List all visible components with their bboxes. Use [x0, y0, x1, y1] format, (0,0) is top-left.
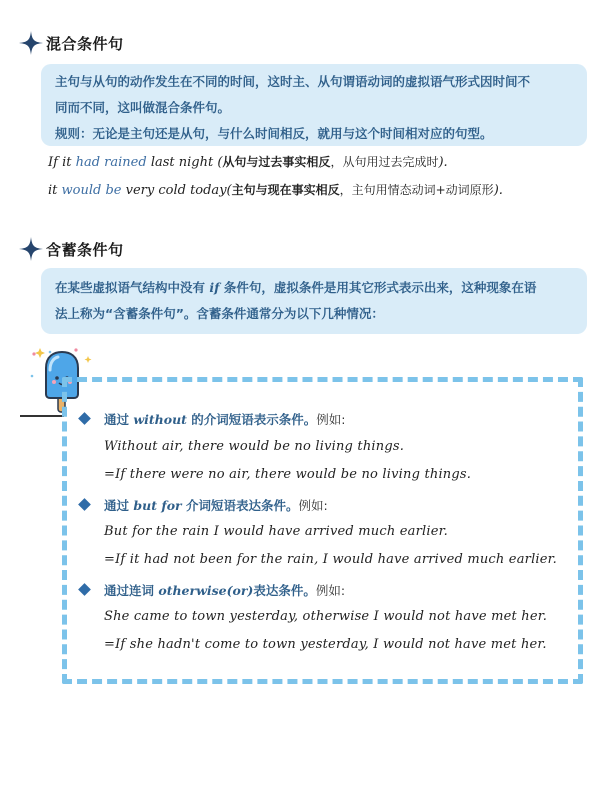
- section-heading-implicit: [18, 236, 124, 262]
- example-sentence: it would be very cold today(主句与现在事实相反，主句用情态动词+动词原形).: [48, 183, 503, 198]
- explanation-line: 法上称为“含蓄条件句”。含蓄条件通常分为以下几种情况：: [55, 306, 384, 321]
- rule-line: 规则：无论是主句还是从句，与什么时间相反，就用与这个时间相对应的句型。: [55, 126, 493, 141]
- rule-item: 通过连词 otherwise(or)表达条件。例如:: [104, 581, 345, 599]
- example-sentence: If it had rained last night (从句与过去事实相反，从句用过去完成时).: [48, 155, 448, 170]
- example-sentence: She came to town yesterday, otherwise I would not have met her.: [104, 609, 548, 624]
- example-sentence: =If she hadn't come to town yesterday, I would not have met her.: [104, 637, 547, 652]
- explanation-box: [41, 64, 587, 146]
- explanation-line: 同而不同，这叫做混合条件句。: [55, 100, 231, 115]
- divider-line: [20, 415, 64, 417]
- sparkle-star-icon: [18, 30, 44, 56]
- section-title: 混合条件句: [46, 34, 124, 53]
- example-sentence: But for the rain I would have arrived much earlier.: [104, 524, 448, 539]
- example-sentence: =If there were no air, there would be no living things.: [104, 467, 472, 482]
- rule-item: 通过 without 的介词短语表示条件。例如:: [104, 410, 346, 428]
- example-sentence: =If it had not been for the rain, I would have arrived much earlier.: [104, 552, 557, 567]
- explanation-line: 在某些虚拟语气结构中没有 if 条件句，虚拟条件是用其它形式表示出来，这种现象在语: [55, 280, 537, 295]
- example-sentence: Without air, there would be no living things.: [104, 439, 405, 454]
- section-title: 含蓄条件句: [46, 240, 124, 259]
- section-heading-mixed: [18, 30, 124, 56]
- sparkle-star-icon: [18, 236, 44, 262]
- rule-item: 通过 but for 介词短语表达条件。例如:: [104, 496, 328, 514]
- explanation-box: [41, 268, 587, 334]
- explanation-line: 主句与从句的动作发生在不同的时间，这时主、从句谓语动词的虚拟语气形式因时间不: [55, 74, 531, 89]
